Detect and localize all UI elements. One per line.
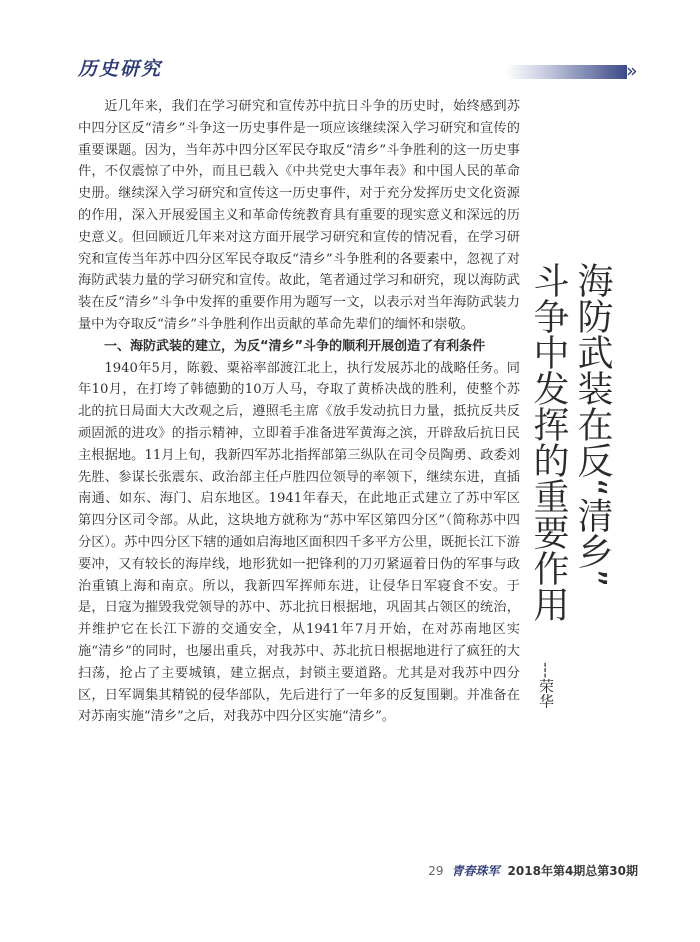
section-heading: 一、海防武装的建立，为反“清乡”斗争的顺利开展创造了有利条件 xyxy=(104,338,486,354)
article-author: ---荣华 xyxy=(537,662,555,709)
double-chevron-icon: » xyxy=(626,60,634,82)
article-title-line-1: 海防武装在反“清乡” xyxy=(572,262,613,588)
page-footer xyxy=(428,862,638,879)
header-decor-bar xyxy=(505,65,627,79)
issue-info: 2018年第4期总第30期 xyxy=(507,864,638,878)
page-number: 29 xyxy=(428,863,444,878)
body-paragraph: 1940年5月，陈毅、粟裕率部渡江北上，执行发展苏北的战略任务。同年10月，在打垮了韩德勤的10万人马，夺取了黄桥决战的胜利，使整个苏北的抗日局面大大改观之后，遵照毛主席《放手发动抗日力量，抵抗反共反顽固派的进攻》的指示精神，立即着手准备进军黄海之滨，开辟敌后抗日民主根据地。11月上旬，我新四军苏北指挥部第三纵队在司令员陶勇、政委刘先胜、参谋长张震东、政治部主任卢胜四位领导的率领下，继续东进，直插南通、如东、海门、启东地区。1941年春天，在此地正式建立了苏中军区第四分区司令部。从此，这块地方就称为“苏中军区第四分区”（简称苏中四分区）。苏中四分区下辖的通如启海地区面积四千多平方公里，既扼长江下游要冲，又有较长的海岸线，地形犹如一把锋利的刀刃紧逼着日伪的军事与政治重镇上海和南京。所以，我新四军挥师东进，让侵华日军寝食不安。于是，日寇为摧毁我党领导的苏中、苏北抗日根据地，巩固其占领区的统治，并维护它在长江下游的交通安全，从1941年7月开始，在对苏南地区实施“清乡”的同时，也屡出重兵，对我苏中、苏北抗日根据地进行了疯狂的大扫荡，抢占了主要城镇，建立据点，封锁主要道路。尤其是对我苏中四分区，日军调集其精锐的侵华部队，先后进行了一年多的反复围剿。并准备在对苏南实施“清乡”之后，对我苏中四分区实施“清乡”。 xyxy=(78,360,520,725)
article-body xyxy=(78,96,520,728)
magazine-logo: 青春珠军 xyxy=(451,864,500,878)
header-title: 历史研究 xyxy=(78,58,163,80)
intro-paragraph: 近几年来，我们在学习研究和宣传苏中抗日斗争的历史时，始终感到苏中四分区反“清乡”斗争这一历史事件是一项应该继续深入学习研究和宣传的重要课题。因为，当年苏中四分区军民夺取反“清乡”斗争胜利的这一历史事件，不仅震惊了中外，而且已载入《中共党史大事年表》和中国人民的革命史册。继续深入学习研究和宣传这一历史事件，对于充分发挥历史文化资源的作用，深入开展爱国主义和革命传统教育具有重要的现实意义和深远的历史意义。但回顾近几年来对这方面开展学习研究和宣传的情况看，在学习研究和宣传当年苏中四分区军民夺取反“清乡”斗争胜利的各要素中，忽视了对海防武装力量的学习研究和宣传。故此，笔者通过学习和研究，现以海防武装在反“清乡”斗争中发挥的重要作用为题写一文，以表示对当年海防武装力量中为夺取反“清乡”斗争胜利作出贡献的革命先辈们的缅怀和崇敬。 xyxy=(78,99,520,332)
article-title-line-2: 斗争中发挥的重要作用 xyxy=(528,262,569,622)
